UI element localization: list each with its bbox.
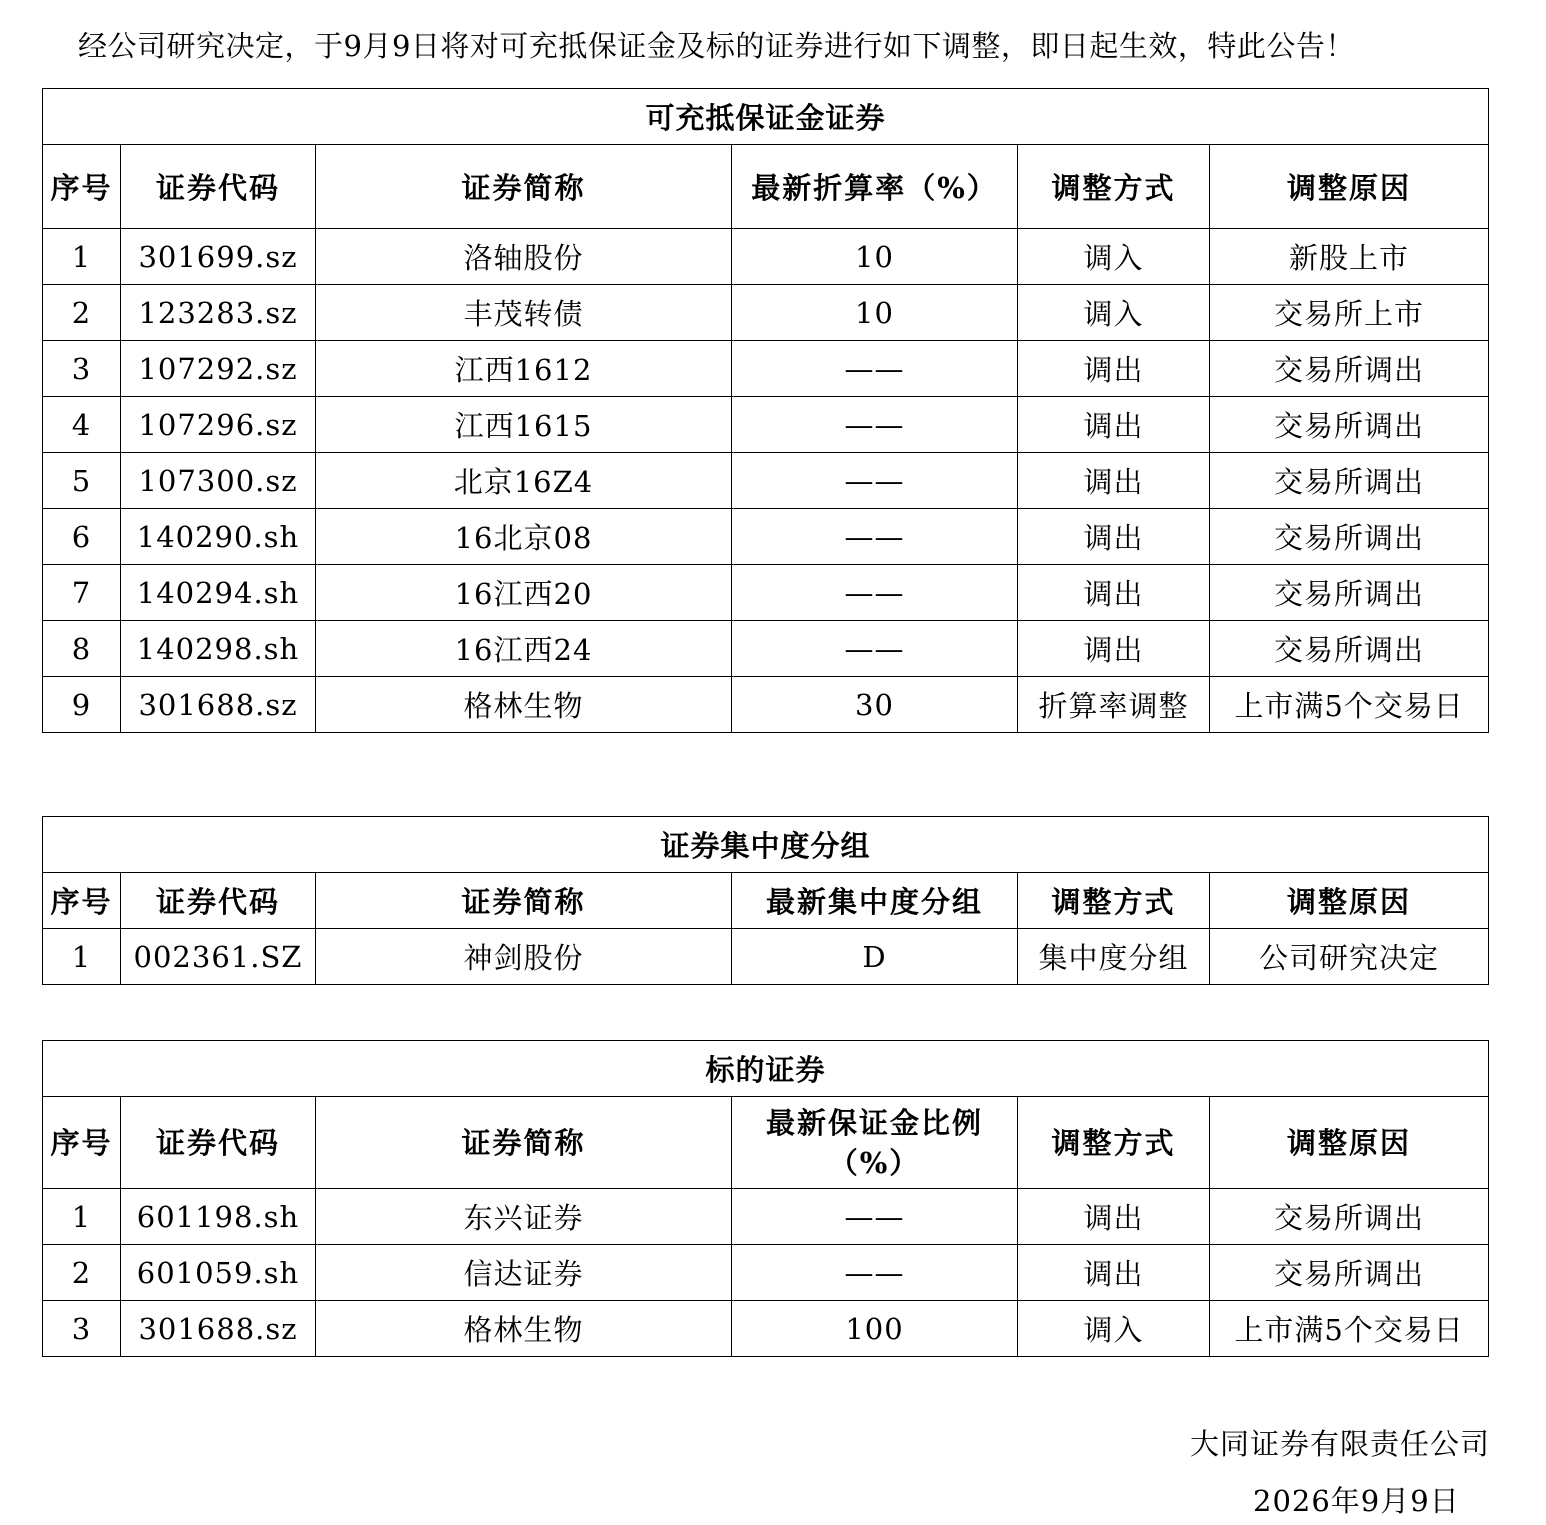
cell-reason: 交易所调出 (1210, 341, 1489, 397)
cell-seq: 5 (43, 453, 121, 509)
header-group: 最新集中度分组 (732, 873, 1018, 929)
header-name: 证券简称 (316, 873, 732, 929)
cell-code: 123283.sz (121, 285, 316, 341)
signature-company: 大同证券有限责任公司 (1190, 1427, 1491, 1461)
cell-method: 调入 (1018, 1301, 1210, 1357)
table-body (43, 229, 1489, 733)
announcement-intro: 经公司研究决定，于9月9日将对可充抵保证金及标的证券进行如下调整，即日起生效，特此公告！ (78, 29, 1355, 63)
cell-code: 002361.SZ (121, 929, 316, 985)
cell-reason: 交易所调出 (1210, 1245, 1489, 1301)
cell-reason: 交易所调出 (1210, 621, 1489, 677)
cell-code: 601198.sh (121, 1189, 316, 1245)
concentration-group-table (42, 816, 1489, 985)
table-row (43, 1189, 1489, 1245)
cell-method: 折算率调整 (1018, 677, 1210, 733)
cell-seq: 2 (43, 285, 121, 341)
table-body (43, 1189, 1489, 1357)
header-code: 证券代码 (121, 1097, 316, 1189)
cell-method: 调出 (1018, 397, 1210, 453)
table-title: 标的证券 (43, 1041, 1489, 1097)
header-code: 证券代码 (121, 873, 316, 929)
cell-name: 江西1615 (316, 397, 732, 453)
cell-code: 107292.sz (121, 341, 316, 397)
cell-method: 调出 (1018, 565, 1210, 621)
cell-seq: 9 (43, 677, 121, 733)
table-row (43, 929, 1489, 985)
table-row (43, 453, 1489, 509)
cell-method: 调入 (1018, 229, 1210, 285)
header-code: 证券代码 (121, 145, 316, 229)
cell-seq: 7 (43, 565, 121, 621)
cell-method: 集中度分组 (1018, 929, 1210, 985)
cell-value: —— (732, 397, 1018, 453)
cell-value: —— (732, 341, 1018, 397)
header-name: 证券简称 (316, 1097, 732, 1189)
header-seq: 序号 (43, 873, 121, 929)
cell-seq: 4 (43, 397, 121, 453)
cell-value: —— (732, 509, 1018, 565)
table-row (43, 229, 1489, 285)
header-row (43, 145, 1489, 229)
cell-reason: 交易所调出 (1210, 453, 1489, 509)
table-row (43, 397, 1489, 453)
cell-value: 10 (732, 229, 1018, 285)
cell-method: 调出 (1018, 453, 1210, 509)
cell-name: 东兴证券 (316, 1189, 732, 1245)
header-seq: 序号 (43, 1097, 121, 1189)
cell-name: 16北京08 (316, 509, 732, 565)
cell-code: 140298.sh (121, 621, 316, 677)
cell-value: —— (732, 1245, 1018, 1301)
cell-name: 信达证券 (316, 1245, 732, 1301)
cell-value: 30 (732, 677, 1018, 733)
cell-code: 140294.sh (121, 565, 316, 621)
table-row (43, 677, 1489, 733)
cell-name: 格林生物 (316, 677, 732, 733)
cell-seq: 8 (43, 621, 121, 677)
table-row (43, 509, 1489, 565)
header-reason: 调整原因 (1210, 873, 1489, 929)
table-title: 可充抵保证金证券 (43, 89, 1489, 145)
cell-code: 301688.sz (121, 677, 316, 733)
table-row (43, 285, 1489, 341)
cell-seq: 3 (43, 1301, 121, 1357)
cell-value: —— (732, 621, 1018, 677)
cell-seq: 1 (43, 1189, 121, 1245)
cell-name: 16江西20 (316, 565, 732, 621)
table-row (43, 621, 1489, 677)
header-seq: 序号 (43, 145, 121, 229)
header-row (43, 873, 1489, 929)
cell-seq: 6 (43, 509, 121, 565)
header-margin-ratio: 最新保证金比例（%） (732, 1097, 1018, 1189)
cell-code: 140290.sh (121, 509, 316, 565)
cell-value: —— (732, 453, 1018, 509)
cell-seq: 1 (43, 929, 121, 985)
cell-reason: 交易所调出 (1210, 397, 1489, 453)
table-row (43, 1245, 1489, 1301)
cell-reason: 上市满5个交易日 (1210, 677, 1489, 733)
cell-reason: 交易所调出 (1210, 509, 1489, 565)
cell-name: 丰茂转债 (316, 285, 732, 341)
table-body (43, 929, 1489, 985)
cell-code: 107300.sz (121, 453, 316, 509)
cell-value: 100 (732, 1301, 1018, 1357)
table-title: 证券集中度分组 (43, 817, 1489, 873)
signature-date: 2026年9月9日 (1253, 1484, 1460, 1518)
cell-name: 北京16Z4 (316, 453, 732, 509)
header-row (43, 1097, 1489, 1189)
cell-method: 调出 (1018, 1189, 1210, 1245)
cell-method: 调出 (1018, 509, 1210, 565)
header-method: 调整方式 (1018, 873, 1210, 929)
table-row (43, 341, 1489, 397)
header-reason: 调整原因 (1210, 145, 1489, 229)
cell-reason: 上市满5个交易日 (1210, 1301, 1489, 1357)
header-rate: 最新折算率（%） (732, 145, 1018, 229)
header-method: 调整方式 (1018, 1097, 1210, 1189)
cell-code: 301699.sz (121, 229, 316, 285)
table-row (43, 1301, 1489, 1357)
cell-reason: 公司研究决定 (1210, 929, 1489, 985)
header-method: 调整方式 (1018, 145, 1210, 229)
cell-method: 调出 (1018, 621, 1210, 677)
cell-name: 洛轴股份 (316, 229, 732, 285)
cell-value: D (732, 929, 1018, 985)
cell-method: 调入 (1018, 285, 1210, 341)
cell-code: 601059.sh (121, 1245, 316, 1301)
table-row (43, 565, 1489, 621)
cell-code: 301688.sz (121, 1301, 316, 1357)
header-name: 证券简称 (316, 145, 732, 229)
underlying-securities-table (42, 1040, 1489, 1357)
cell-method: 调出 (1018, 341, 1210, 397)
cell-name: 江西1612 (316, 341, 732, 397)
cell-code: 107296.sz (121, 397, 316, 453)
cell-name: 格林生物 (316, 1301, 732, 1357)
cell-reason: 交易所调出 (1210, 565, 1489, 621)
cell-value: 10 (732, 285, 1018, 341)
cell-reason: 交易所上市 (1210, 285, 1489, 341)
header-reason: 调整原因 (1210, 1097, 1489, 1189)
cell-method: 调出 (1018, 1245, 1210, 1301)
cell-seq: 1 (43, 229, 121, 285)
cell-name: 16江西24 (316, 621, 732, 677)
cell-name: 神剑股份 (316, 929, 732, 985)
cell-seq: 3 (43, 341, 121, 397)
cell-reason: 新股上市 (1210, 229, 1489, 285)
cell-value: —— (732, 1189, 1018, 1245)
cell-value: —— (732, 565, 1018, 621)
cell-seq: 2 (43, 1245, 121, 1301)
cell-reason: 交易所调出 (1210, 1189, 1489, 1245)
collateral-securities-table (42, 88, 1489, 733)
